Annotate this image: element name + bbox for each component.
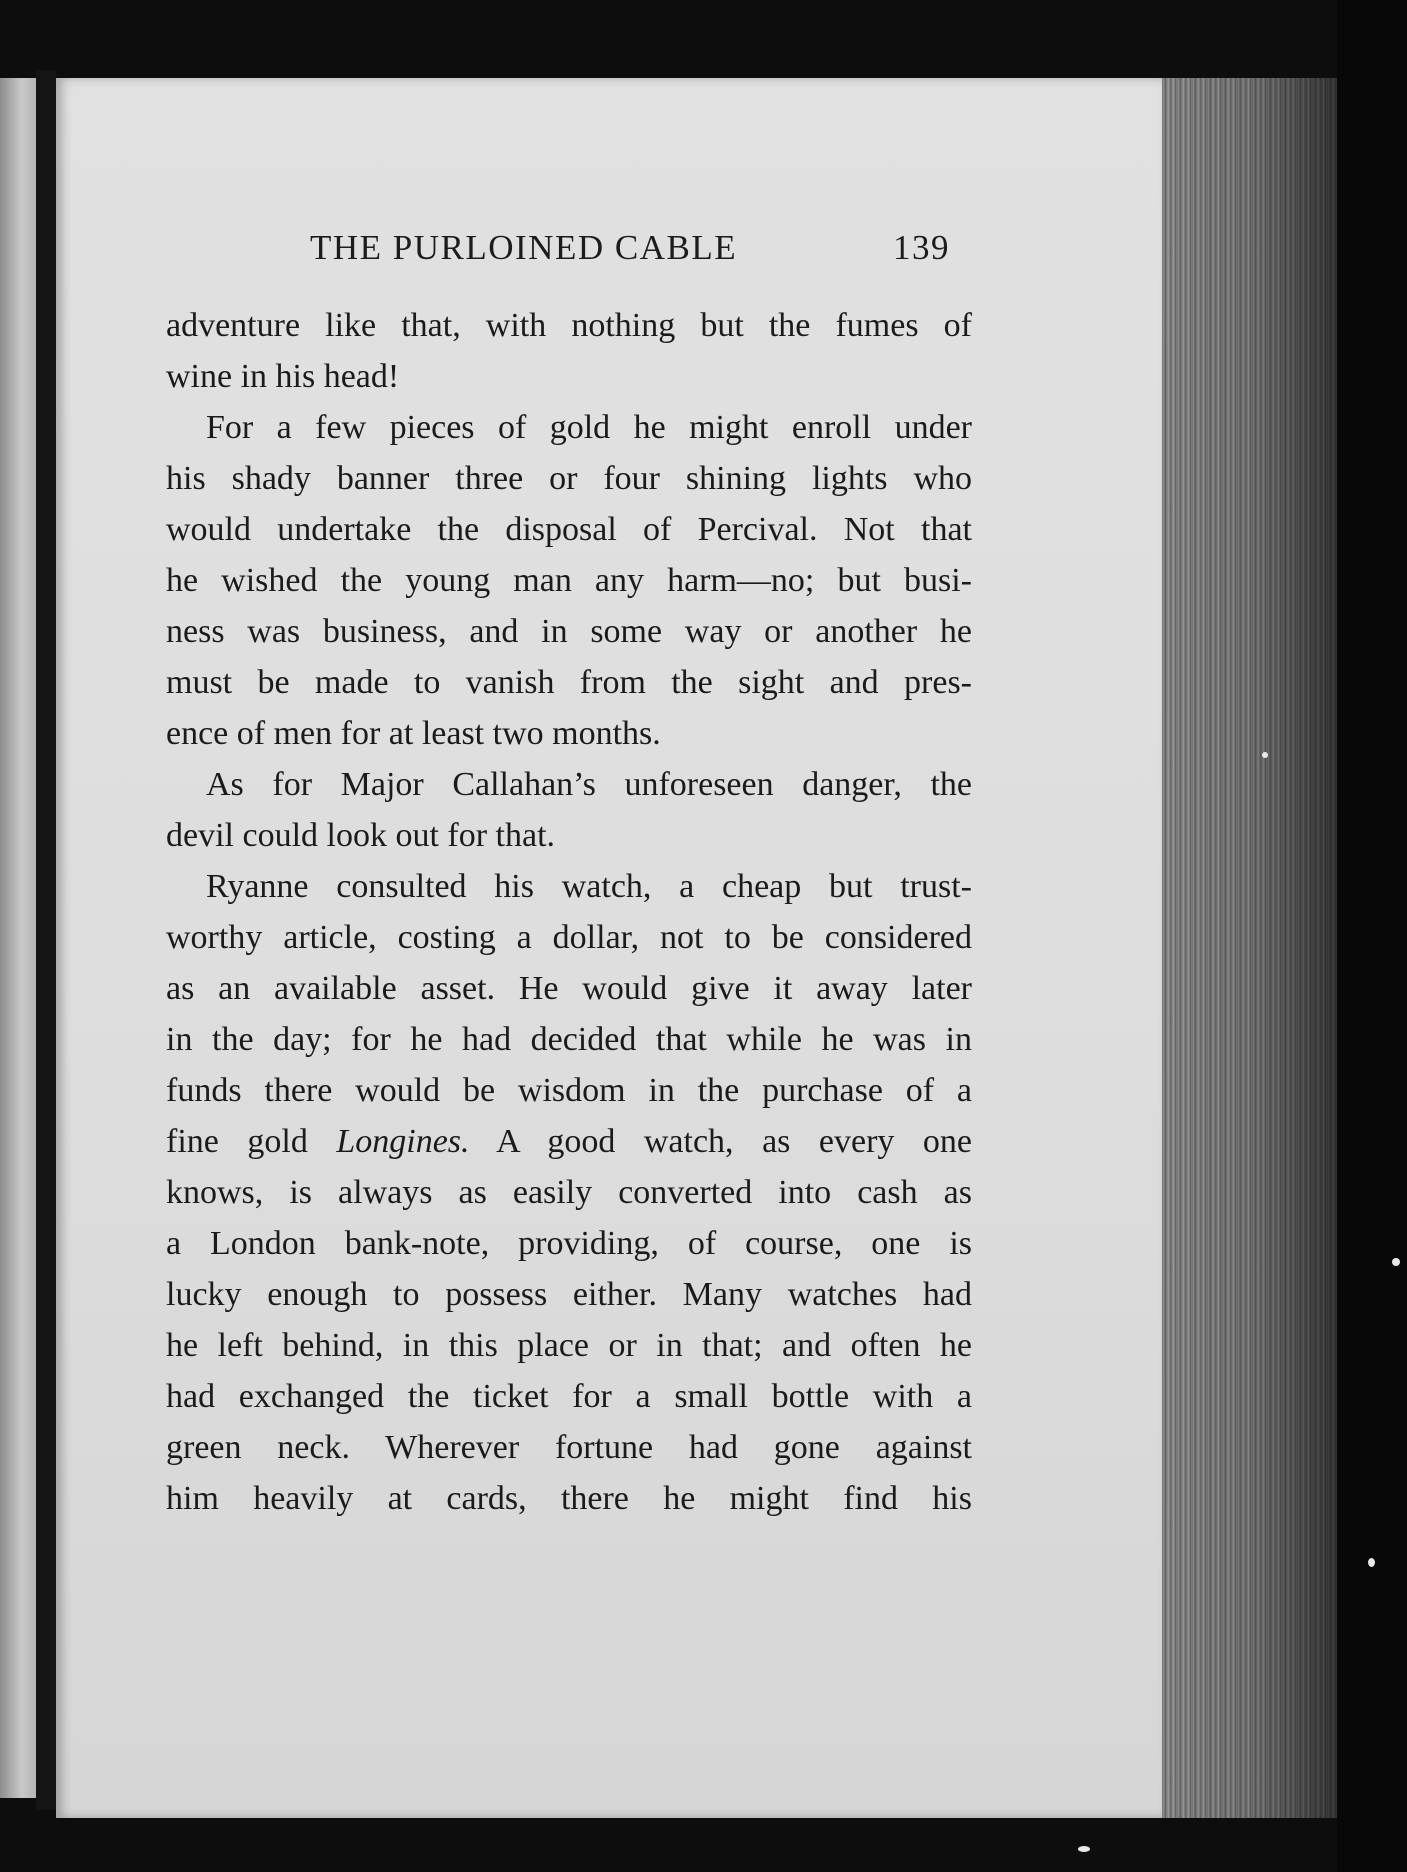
- text-line: he wished the young man any harm—no; but busi-: [166, 562, 972, 599]
- book-gutter: [36, 70, 56, 1810]
- scan-speck: [1368, 1558, 1375, 1567]
- text-line: him heavily at cards, there he might find his: [166, 1480, 972, 1517]
- text-segment: A good watch, as every one: [496, 1123, 973, 1160]
- running-title: THE PURLOINED CABLE: [310, 228, 738, 267]
- italic-word: Longines.: [336, 1123, 470, 1160]
- text-line: devil could look out for that.: [166, 817, 556, 854]
- text-line: lucky enough to possess either. Many watches had: [166, 1276, 972, 1313]
- text-line: as an available asset. He would give it away later: [166, 970, 972, 1007]
- text-line: a London bank-note, providing, of course, one is: [166, 1225, 972, 1262]
- body-text: [166, 300, 972, 1524]
- text-line: had exchanged the ticket for a small bottle with a: [166, 1378, 972, 1415]
- facing-page-edge: [0, 78, 36, 1798]
- scan-speck: [1078, 1846, 1090, 1852]
- paragraph-first-line: For a few pieces of gold he might enroll under: [206, 409, 972, 446]
- text-line: his shady banner three or four shining lights who: [166, 460, 972, 497]
- text-line-with-italic: [166, 1116, 972, 1167]
- text-line: knows, is always as easily converted into cash as: [166, 1174, 972, 1211]
- text-line: funds there would be wisdom in the purchase of a: [166, 1072, 972, 1109]
- text-line: wine in his head!: [166, 358, 400, 395]
- text-line: would undertake the disposal of Percival. Not that: [166, 511, 972, 548]
- paragraph-first-line: Ryanne consulted his watch, a cheap but trust-: [206, 868, 972, 905]
- scan-background: [1337, 0, 1407, 1872]
- text-segment: fine gold: [166, 1123, 308, 1160]
- scan-speck: [1262, 752, 1268, 758]
- text-line: adventure like that, with nothing but the fumes of: [166, 307, 972, 344]
- paragraph-first-line: As for Major Callahan’s unforeseen danger, the: [206, 766, 972, 803]
- text-line: in the day; for he had decided that while he was in: [166, 1021, 972, 1058]
- page-header: [300, 228, 960, 276]
- text-line: worthy article, costing a dollar, not to be considered: [166, 919, 972, 956]
- text-line: he left behind, in this place or in that; and often he: [166, 1327, 972, 1364]
- text-line: must be made to vanish from the sight and pres-: [166, 664, 972, 701]
- page-number: 139: [893, 228, 950, 267]
- text-line: ence of men for at least two months.: [166, 715, 661, 752]
- scan-speck: [1392, 1258, 1400, 1266]
- text-line: ness was business, and in some way or another he: [166, 613, 972, 650]
- text-line: green neck. Wherever fortune had gone against: [166, 1429, 972, 1466]
- page-block-edges: [1162, 78, 1337, 1818]
